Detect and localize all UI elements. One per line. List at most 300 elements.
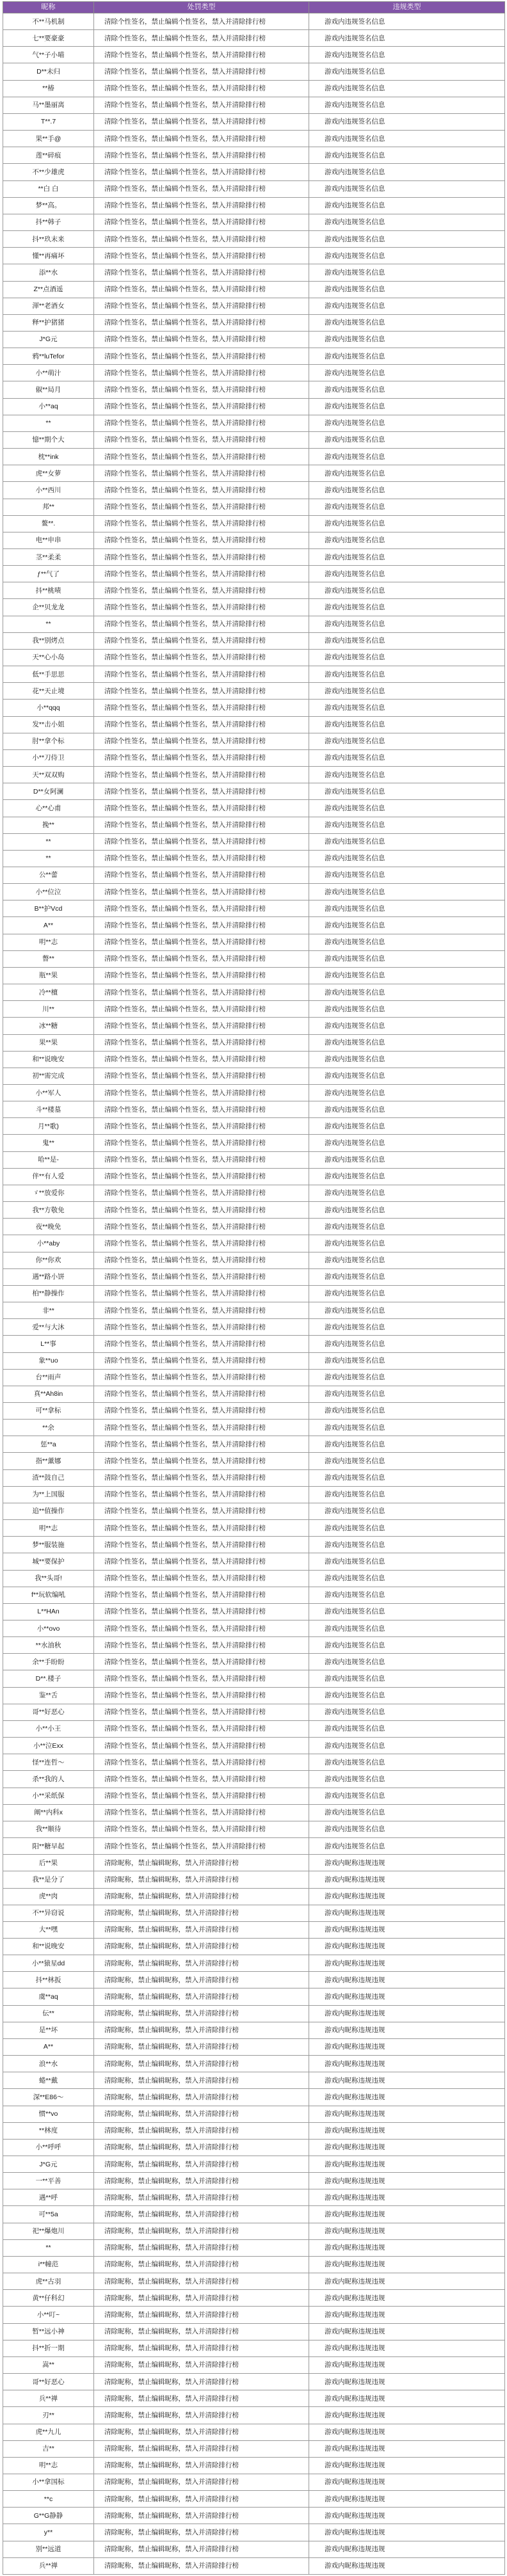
- violation-cell: 游戏内昵称违规违规: [309, 2106, 505, 2122]
- table-row: [3, 2474, 505, 2490]
- action-cell: 清除昵称，禁止编辑昵称，禁入并清除排行榜: [94, 2307, 309, 2323]
- nickname-cell: 抖**林扳: [3, 1972, 94, 1988]
- table-row: [3, 666, 505, 683]
- action-cell: 清除个性签名，禁止编辑个性签名，禁入并清除排行榜: [94, 532, 309, 548]
- action-cell: 清除个性签名，禁止编辑个性签名，禁入并清除排行榜: [94, 30, 309, 47]
- nickname-cell: 哥**好恶心: [3, 1704, 94, 1720]
- table-row: [3, 2189, 505, 2206]
- table-row: [3, 716, 505, 733]
- table-row: [3, 515, 505, 532]
- table-row: [3, 1704, 505, 1720]
- action-cell: 清除个性签名，禁止编辑个性签名，禁入并清除排行榜: [94, 1553, 309, 1570]
- action-cell: 清除个性签名，禁止编辑个性签名，禁入并清除排行榜: [94, 599, 309, 616]
- table-row: [3, 1637, 505, 1654]
- violation-cell: 游戏内违规签名信息: [309, 281, 505, 298]
- action-cell: 清除个性签名，禁止编辑个性签名，禁入并清除排行榜: [94, 1135, 309, 1151]
- nickname-cell: 鉴**舌: [3, 1687, 94, 1704]
- violation-cell: 游戏内昵称违规违规: [309, 1921, 505, 1938]
- violation-cell: 游戏内违规签名信息: [309, 1369, 505, 1386]
- nickname-cell: 城**要保护: [3, 1553, 94, 1570]
- table-row: [3, 2239, 505, 2256]
- action-cell: 清除个性签名，禁止编辑个性签名，禁入并清除排行榜: [94, 1302, 309, 1319]
- action-cell: 清除个性签名，禁止编辑个性签名，禁入并清除排行榜: [94, 1587, 309, 1603]
- action-cell: 清除个性签名，禁止编辑个性签名，禁入并清除排行榜: [94, 1402, 309, 1419]
- table-row: [3, 298, 505, 314]
- action-cell: 清除个性签名，禁止编辑个性签名，禁入并清除排行榜: [94, 1252, 309, 1268]
- nickname-cell: 斗**楼墓: [3, 1101, 94, 1118]
- nickname-cell: 抖**折一期: [3, 2340, 94, 2356]
- table-row: [3, 2390, 505, 2407]
- nickname-cell: 天**心小岛: [3, 649, 94, 666]
- table-row: [3, 950, 505, 967]
- table-row: [3, 2541, 505, 2557]
- nickname-cell: 后**果: [3, 1855, 94, 1871]
- nickname-cell: 添**水: [3, 264, 94, 281]
- nickname-cell: 茎**柔柔: [3, 549, 94, 566]
- table-row: [3, 1520, 505, 1537]
- action-cell: 清除个性签名，禁止编辑个性签名，禁入并清除排行榜: [94, 1168, 309, 1185]
- action-cell: 清除个性签名，禁止编辑个性签名，禁入并清除排行榜: [94, 1453, 309, 1469]
- action-cell: 清除个性签名，禁止编辑个性签名，禁入并清除排行榜: [94, 1486, 309, 1503]
- action-cell: 清除个性签名，禁止编辑个性签名，禁入并清除排行榜: [94, 264, 309, 281]
- action-cell: 清除昵称，禁止编辑昵称，禁入并清除排行榜: [94, 2005, 309, 2022]
- action-cell: 清除个性签名，禁止编辑个性签名，禁入并清除排行榜: [94, 465, 309, 482]
- action-cell: 清除个性签名，禁止编辑个性签名，禁入并清除排行榜: [94, 281, 309, 298]
- violation-cell: 游戏内违规签名信息: [309, 1402, 505, 1419]
- table-row: [3, 348, 505, 365]
- nickname-cell: A**: [3, 917, 94, 934]
- violation-cell: 游戏内昵称违规违规: [309, 1905, 505, 1921]
- table-row: [3, 1235, 505, 1252]
- nickname-cell: 抖**韩子: [3, 214, 94, 230]
- action-cell: 清除个性签名，禁止编辑个性签名，禁入并清除排行榜: [94, 1738, 309, 1754]
- table-row: [3, 2156, 505, 2173]
- action-cell: 清除昵称，禁止编辑昵称，禁入并清除排行榜: [94, 2072, 309, 2089]
- violation-cell: 游戏内违规签名信息: [309, 1285, 505, 1302]
- nickname-cell: 发**击小姐: [3, 716, 94, 733]
- nickname-cell: 虎**古羽: [3, 2273, 94, 2290]
- nickname-cell: 抖**玖末来: [3, 231, 94, 248]
- table-row: [3, 2022, 505, 2038]
- action-cell: 清除个性签名，禁止编辑个性签名，禁入并清除排行榜: [94, 800, 309, 817]
- nickname-cell: 和**说晚安: [3, 1051, 94, 1068]
- nickname-cell: 嵩**: [3, 2356, 94, 2373]
- nickname-cell: 公**蕾: [3, 867, 94, 883]
- nickname-cell: 爱**与大沐: [3, 1319, 94, 1336]
- nickname-cell: 虎**女萝: [3, 465, 94, 482]
- table-row: [3, 2374, 505, 2390]
- nickname-cell: 我**头哥!: [3, 1570, 94, 1587]
- action-cell: 清除昵称，禁止编辑昵称，禁入并清除排行榜: [94, 2273, 309, 2290]
- violation-cell: 游戏内昵称违规违规: [309, 2541, 505, 2557]
- table-row: [3, 1268, 505, 1285]
- nickname-cell: A**: [3, 2038, 94, 2055]
- nickname-cell: 大**嘿: [3, 1921, 94, 1938]
- nickname-cell: 小**位泣: [3, 884, 94, 900]
- violation-cell: 游戏内违规签名信息: [309, 1570, 505, 1587]
- action-cell: 清除个性签名，禁止编辑个性签名，禁入并清除排行榜: [94, 1570, 309, 1587]
- table-row: [3, 532, 505, 548]
- action-cell: 清除个性签名，禁止编辑个性签名，禁入并清除排行榜: [94, 1369, 309, 1386]
- nickname-cell: 明**志: [3, 934, 94, 950]
- violation-cell: 游戏内违规签名信息: [309, 884, 505, 900]
- violation-cell: 游戏内违规签名信息: [309, 1687, 505, 1704]
- violation-cell: 游戏内违规签名信息: [309, 47, 505, 63]
- nickname-cell: 瓶**果: [3, 967, 94, 984]
- action-cell: 清除昵称，禁止编辑昵称，禁入并清除排行榜: [94, 2491, 309, 2508]
- nickname-cell: 低**手思思: [3, 666, 94, 683]
- nickname-cell: 指**薰娜: [3, 1453, 94, 1469]
- violation-cell: 游戏内昵称违规违规: [309, 2424, 505, 2440]
- action-cell: 清除个性签名，禁止编辑个性签名，禁入并清除排行榜: [94, 1788, 309, 1804]
- table-row: [3, 1821, 505, 1837]
- action-cell: 清除昵称，禁止编辑昵称，禁入并清除排行榜: [94, 1855, 309, 1871]
- nickname-cell: f**玩软编吼: [3, 1587, 94, 1603]
- nickname-cell: 祀**爆炮川: [3, 2223, 94, 2239]
- action-cell: 清除昵称，禁止编辑昵称，禁入并清除排行榜: [94, 1938, 309, 1955]
- action-cell: 清除昵称，禁止编辑昵称，禁入并清除排行榜: [94, 2541, 309, 2557]
- violation-cell: 游戏内违规签名信息: [309, 381, 505, 398]
- column-header-violation: 违规类型: [309, 2, 505, 13]
- table-row: [3, 1620, 505, 1637]
- nickname-cell: 别**远道: [3, 2541, 94, 2557]
- action-cell: 清除个性签名，禁止编辑个性签名，禁入并清除排行榜: [94, 1336, 309, 1352]
- nickname-cell: D**.楼子: [3, 1670, 94, 1687]
- violation-cell: 游戏内违规签名信息: [309, 1486, 505, 1503]
- violation-cell: 游戏内违规签名信息: [309, 264, 505, 281]
- violation-cell: 游戏内违规签名信息: [309, 1670, 505, 1687]
- nickname-cell: 梦**高。: [3, 197, 94, 214]
- nickname-cell: 小**叮~: [3, 2307, 94, 2323]
- violation-cell: 游戏内昵称违规违规: [309, 2189, 505, 2206]
- action-cell: 清除个性签名，禁止编辑个性签名，禁入并清除排行榜: [94, 1620, 309, 1637]
- action-cell: 清除个性签名，禁止编辑个性签名，禁入并清除排行榜: [94, 1219, 309, 1235]
- nickname-cell: L**事: [3, 1336, 94, 1352]
- nickname-cell: 阐**内科x: [3, 1804, 94, 1821]
- action-cell: 清除昵称，禁止编辑昵称，禁入并清除排行榜: [94, 1921, 309, 1938]
- violation-cell: 游戏内违规签名信息: [309, 817, 505, 833]
- nickname-cell: 渣**鼓自己: [3, 1469, 94, 1486]
- nickname-cell: 台**雨声: [3, 1369, 94, 1386]
- table-row: [3, 30, 505, 47]
- violation-cell: 游戏内违规签名信息: [309, 1034, 505, 1051]
- nickname-cell: 为**上国服: [3, 1486, 94, 1503]
- action-cell: 清除个性签名，禁止编辑个性签名，禁入并清除排行榜: [94, 365, 309, 381]
- table-row: [3, 1754, 505, 1771]
- nickname-cell: 小**qqq: [3, 700, 94, 716]
- violation-cell: 游戏内违规签名信息: [309, 1068, 505, 1084]
- table-row: [3, 197, 505, 214]
- table-row: [3, 1972, 505, 1988]
- nickname-cell: 我**别烤点: [3, 632, 94, 649]
- nickname-cell: G**G静静: [3, 2508, 94, 2524]
- table-row: [3, 1603, 505, 1620]
- violation-cell: 游戏内违规签名信息: [309, 1135, 505, 1151]
- nickname-cell: 鬼**: [3, 1135, 94, 1151]
- action-cell: 清除个性签名，禁止编辑个性签名，禁入并清除排行榜: [94, 398, 309, 415]
- nickname-cell: 花**天止境: [3, 683, 94, 700]
- nickname-cell: 不**异窃说: [3, 1905, 94, 1921]
- action-cell: 清除个性签名，禁止编辑个性签名，禁入并清除排行榜: [94, 1202, 309, 1219]
- table-row: [3, 549, 505, 566]
- table-row: [3, 1101, 505, 1118]
- table-row: [3, 2356, 505, 2373]
- action-cell: 清除个性签名，禁止编辑个性签名，禁入并清除排行榜: [94, 1503, 309, 1519]
- table-row: [3, 1738, 505, 1754]
- action-cell: 清除昵称，禁止编辑昵称，禁入并清除排行榜: [94, 2457, 309, 2474]
- table-row: [3, 783, 505, 800]
- nickname-cell: 虞**aq: [3, 1988, 94, 2005]
- violation-cell: 游戏内昵称违规违规: [309, 2206, 505, 2223]
- nickname-cell: 鸦**luTefor: [3, 348, 94, 365]
- violation-cell: 游戏内违规签名信息: [309, 1804, 505, 1821]
- table-row: [3, 1319, 505, 1336]
- table-row: [3, 566, 505, 582]
- table-row: [3, 984, 505, 1001]
- action-cell: 清除个性签名，禁止编辑个性签名，禁入并清除排行榜: [94, 1537, 309, 1553]
- table-row: [3, 867, 505, 883]
- nickname-cell: 暂**远小神: [3, 2323, 94, 2340]
- nickname-cell: 马**墨丽离: [3, 97, 94, 113]
- nickname-cell: 柏**静操作: [3, 1285, 94, 1302]
- action-cell: 清除昵称，禁止编辑昵称，禁入并清除排行榜: [94, 2557, 309, 2574]
- table-row: [3, 733, 505, 749]
- nickname-cell: **白 白: [3, 180, 94, 197]
- action-cell: 清除个性签名，禁止编辑个性签名，禁入并清除排行榜: [94, 180, 309, 197]
- nickname-cell: 电**申串: [3, 532, 94, 548]
- violation-cell: 游戏内违规签名信息: [309, 348, 505, 365]
- table-row: [3, 97, 505, 113]
- table-row: [3, 63, 505, 80]
- violation-cell: 游戏内违规签名信息: [309, 1168, 505, 1185]
- violation-cell: 游戏内违规签名信息: [309, 700, 505, 716]
- nickname-cell: 是**坏: [3, 2022, 94, 2038]
- action-cell: 清除个性签名，禁止编辑个性签名，禁入并清除排行榜: [94, 231, 309, 248]
- violation-cell: 游戏内违规签名信息: [309, 1654, 505, 1670]
- table-row: [3, 1855, 505, 1871]
- action-cell: 清除个性签名，禁止编辑个性签名，禁入并清除排行榜: [94, 147, 309, 164]
- table-row: [3, 1168, 505, 1185]
- nickname-cell: 我**方敬免: [3, 1202, 94, 1219]
- nickname-cell: 释**护猪猪: [3, 314, 94, 331]
- violation-cell: 游戏内昵称违规违规: [309, 2390, 505, 2407]
- violation-cell: 游戏内违规签名信息: [309, 1235, 505, 1252]
- table-row: [3, 1202, 505, 1219]
- table-row: [3, 1051, 505, 1068]
- table-row: [3, 934, 505, 950]
- table-row: [3, 1420, 505, 1436]
- violation-cell: 游戏内违规签名信息: [309, 934, 505, 950]
- violation-cell: 游戏内违规签名信息: [309, 800, 505, 817]
- violation-cell: 游戏内违规签名信息: [309, 1720, 505, 1737]
- action-cell: 清除个性签名，禁止编辑个性签名，禁入并清除排行榜: [94, 817, 309, 833]
- violation-cell: 游戏内违规签名信息: [309, 566, 505, 582]
- action-cell: 清除昵称，禁止编辑昵称，禁入并清除排行榜: [94, 2173, 309, 2189]
- table-row: [3, 900, 505, 917]
- nickname-cell: ƒ**气了: [3, 566, 94, 582]
- table-row: [3, 1285, 505, 1302]
- table-row: [3, 47, 505, 63]
- violation-cell: 游戏内违规签名信息: [309, 1185, 505, 1201]
- nickname-cell: 川**: [3, 1001, 94, 1018]
- action-cell: 清除昵称，禁止编辑昵称，禁入并清除排行榜: [94, 2122, 309, 2139]
- violation-cell: 游戏内违规签名信息: [309, 900, 505, 917]
- action-cell: 清除昵称，禁止编辑昵称，禁入并清除排行榜: [94, 2139, 309, 2156]
- violation-cell: 游戏内违规签名信息: [309, 1838, 505, 1855]
- nickname-cell: 企**贝龙龙: [3, 599, 94, 616]
- violation-cell: 游戏内违规签名信息: [309, 113, 505, 130]
- violation-cell: 游戏内违规签名信息: [309, 465, 505, 482]
- violation-cell: 游戏内违规签名信息: [309, 1386, 505, 1402]
- table-row: [3, 1788, 505, 1804]
- violation-cell: 游戏内昵称违规违规: [309, 2407, 505, 2424]
- action-cell: 清除个性签名，禁止编辑个性签名，禁入并清除排行榜: [94, 566, 309, 582]
- nickname-cell: 小**拿国标: [3, 2474, 94, 2490]
- action-cell: 清除个性签名，禁止编辑个性签名，禁入并清除排行榜: [94, 1838, 309, 1855]
- nickname-cell: 惯**vo: [3, 2106, 94, 2122]
- violation-cell: 游戏内昵称违规违规: [309, 1988, 505, 2005]
- action-cell: 清除昵称，禁止编辑昵称，禁入并清除排行榜: [94, 2340, 309, 2356]
- table-row: [3, 314, 505, 331]
- action-cell: 清除个性签名，禁止编辑个性签名，禁入并清除排行榜: [94, 1118, 309, 1135]
- table-row: [3, 147, 505, 164]
- nickname-cell: 非**: [3, 1302, 94, 1319]
- table-row: [3, 1001, 505, 1018]
- action-cell: 清除个性签名，禁止编辑个性签名，禁入并清除排行榜: [94, 1085, 309, 1101]
- table-row: [3, 281, 505, 298]
- nickname-cell: 遇**呼: [3, 2189, 94, 2206]
- table-row: [3, 1018, 505, 1034]
- table-row: [3, 113, 505, 130]
- action-cell: 清除个性签名，禁止编辑个性签名，禁入并清除排行榜: [94, 1670, 309, 1687]
- table-row: [3, 1118, 505, 1135]
- action-cell: 清除个性签名，禁止编辑个性签名，禁入并清除排行榜: [94, 97, 309, 113]
- action-cell: 清除个性签名，禁止编辑个性签名，禁入并清除排行榜: [94, 950, 309, 967]
- penalty-table-container: [3, 1, 504, 2575]
- nickname-cell: 虎**九儿: [3, 2424, 94, 2440]
- action-cell: 清除个性签名，禁止编辑个性签名，禁入并清除排行榜: [94, 63, 309, 80]
- nickname-cell: 气**子小喵: [3, 47, 94, 63]
- nickname-cell: 挽**: [3, 817, 94, 833]
- nickname-cell: **余: [3, 1420, 94, 1436]
- nickname-cell: 莲**碎痕: [3, 147, 94, 164]
- action-cell: 清除个性签名，禁止编辑个性签名，禁入并清除排行榜: [94, 1051, 309, 1068]
- violation-cell: 游戏内违规签名信息: [309, 1051, 505, 1068]
- nickname-cell: J*G元: [3, 2156, 94, 2173]
- violation-cell: 游戏内违规签名信息: [309, 984, 505, 1001]
- table-row: [3, 2273, 505, 2290]
- violation-cell: 游戏内违规签名信息: [309, 1252, 505, 1268]
- violation-cell: 游戏内违规签名信息: [309, 515, 505, 532]
- nickname-cell: 吉**: [3, 2440, 94, 2457]
- action-cell: 清除昵称，禁止编辑昵称，禁入并清除排行榜: [94, 1871, 309, 1888]
- violation-cell: 游戏内违规签名信息: [309, 649, 505, 666]
- violation-cell: 游戏内昵称违规违规: [309, 2239, 505, 2256]
- action-cell: 清除个性签名，禁止编辑个性签名，禁入并清除排行榜: [94, 783, 309, 800]
- table-row: [3, 1369, 505, 1386]
- table-row: [3, 649, 505, 666]
- nickname-cell: 兵**禅: [3, 2557, 94, 2574]
- table-row: [3, 2340, 505, 2356]
- action-cell: 清除个性签名，禁止编辑个性签名，禁入并清除排行榜: [94, 683, 309, 700]
- table-row: [3, 331, 505, 348]
- nickname-cell: 明**志: [3, 2457, 94, 2474]
- violation-cell: 游戏内违规签名信息: [309, 532, 505, 548]
- table-row: [3, 415, 505, 431]
- violation-cell: 游戏内违规签名信息: [309, 1319, 505, 1336]
- action-cell: 清除个性签名，禁止编辑个性签名，禁入并清除排行榜: [94, 348, 309, 365]
- table-row: [3, 1453, 505, 1469]
- action-cell: 清除个性签名，禁止编辑个性签名，禁入并清除排行榜: [94, 131, 309, 147]
- violation-cell: 游戏内违规签名信息: [309, 716, 505, 733]
- nickname-cell: L**HAn: [3, 1603, 94, 1620]
- nickname-cell: 月**歌): [3, 1118, 94, 1135]
- action-cell: 清除昵称，禁止编辑昵称，禁入并清除排行榜: [94, 1955, 309, 1972]
- table-row: [3, 449, 505, 465]
- action-cell: 清除个性签名，禁止编辑个性签名，禁入并清除排行榜: [94, 884, 309, 900]
- action-cell: 清除昵称，禁止编辑昵称，禁入并清除排行榜: [94, 2407, 309, 2424]
- violation-cell: 游戏内昵称违规违规: [309, 2273, 505, 2290]
- violation-cell: 游戏内违规签名信息: [309, 616, 505, 632]
- action-cell: 清除个性签名，禁止编辑个性签名，禁入并清除排行榜: [94, 13, 309, 30]
- nickname-cell: 伝**: [3, 2005, 94, 2022]
- table-header: [3, 2, 505, 13]
- nickname-cell: 夜**晚免: [3, 1219, 94, 1235]
- nickname-cell: 七**要豪豪: [3, 30, 94, 47]
- table-row: [3, 2089, 505, 2106]
- violation-cell: 游戏内违规签名信息: [309, 1219, 505, 1235]
- action-cell: 清除昵称，禁止编辑昵称，禁入并清除排行榜: [94, 2206, 309, 2223]
- violation-cell: 游戏内违规签名信息: [309, 80, 505, 97]
- action-cell: 清除个性签名，禁止编辑个性签名，禁入并清除排行榜: [94, 1520, 309, 1537]
- violation-cell: 游戏内违规签名信息: [309, 1771, 505, 1788]
- table-row: [3, 767, 505, 783]
- action-cell: 清除个性签名，禁止编辑个性签名，禁入并清除排行榜: [94, 381, 309, 398]
- violation-cell: 游戏内违规签名信息: [309, 1788, 505, 1804]
- action-cell: 清除个性签名，禁止编辑个性签名，禁入并清除排行榜: [94, 1687, 309, 1704]
- violation-cell: 游戏内违规签名信息: [309, 1336, 505, 1352]
- action-cell: 清除个性签名，禁止编辑个性签名，禁入并清除排行榜: [94, 47, 309, 63]
- nickname-cell: B**护Vcd: [3, 900, 94, 917]
- nickname-cell: 懂**再痛坏: [3, 248, 94, 264]
- violation-cell: 游戏内违规签名信息: [309, 314, 505, 331]
- action-cell: 清除个性签名，禁止编辑个性签名，禁入并清除排行榜: [94, 716, 309, 733]
- nickname-cell: 小**刀侍卫: [3, 749, 94, 766]
- violation-cell: 游戏内违规签名信息: [309, 63, 505, 80]
- violation-cell: 游戏内违规签名信息: [309, 1704, 505, 1720]
- nickname-cell: 哥**好恶心: [3, 2374, 94, 2390]
- table-row: [3, 214, 505, 230]
- violation-cell: 游戏内违规签名信息: [309, 783, 505, 800]
- violation-cell: 游戏内违规签名信息: [309, 298, 505, 314]
- violation-cell: 游戏内违规签名信息: [309, 1520, 505, 1537]
- violation-cell: 游戏内违规签名信息: [309, 582, 505, 599]
- action-cell: 清除个性签名，禁止编辑个性签名，禁入并清除排行榜: [94, 616, 309, 632]
- table-row: [3, 131, 505, 147]
- table-row: [3, 1670, 505, 1687]
- action-cell: 清除昵称，禁止编辑昵称，禁入并清除排行榜: [94, 1972, 309, 1988]
- nickname-cell: 梦**服装施: [3, 1537, 94, 1553]
- violation-cell: 游戏内违规签名信息: [309, 1587, 505, 1603]
- violation-cell: 游戏内昵称违规违规: [309, 2524, 505, 2541]
- violation-cell: 游戏内昵称违规违规: [309, 2307, 505, 2323]
- action-cell: 清除个性签名，禁止编辑个性签名，禁入并清除排行榜: [94, 1637, 309, 1654]
- action-cell: 清除个性签名，禁止编辑个性签名，禁入并清除排行榜: [94, 1352, 309, 1369]
- table-row: [3, 1888, 505, 1905]
- violation-cell: 游戏内违规签名信息: [309, 398, 505, 415]
- action-cell: 清除昵称，禁止编辑昵称，禁入并清除排行榜: [94, 2022, 309, 2038]
- nickname-cell: 我**是分了: [3, 1871, 94, 1888]
